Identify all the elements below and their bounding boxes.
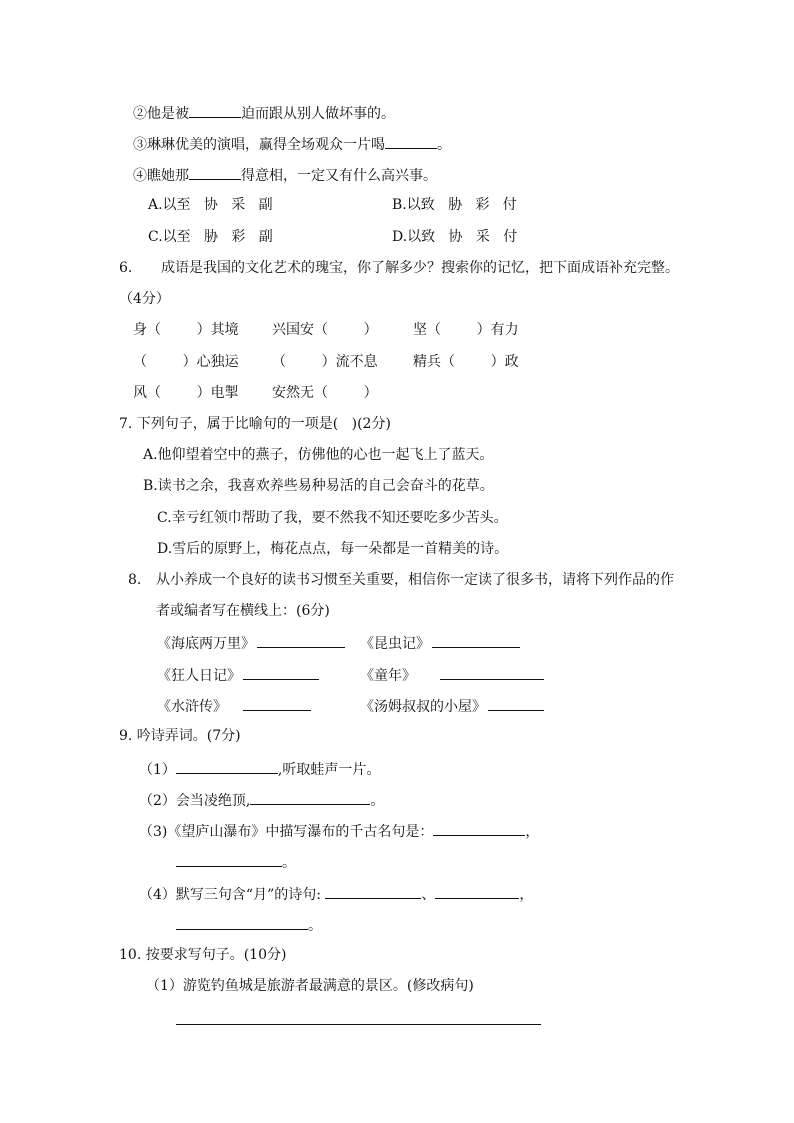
answer-blank[interactable] <box>176 915 308 930</box>
q9-part-4-cont: 。 <box>176 915 322 935</box>
answer-line[interactable] <box>176 1024 541 1025</box>
q10-title: 10. 按要求写句子。(10分) <box>119 947 287 963</box>
q8-book-4: 《童年》 <box>360 665 544 685</box>
q5-item-3: ③琳琳优美的演唱，赢得全场观众一片喝 。 <box>133 134 451 154</box>
q8-number: 8. <box>128 572 142 588</box>
q8-stem-line1: 从小养成一个良好的读书习惯至关重要，相信你一定读了很多书，请将下列作品的作 <box>156 572 674 588</box>
q8-book-6: 《汤姆叔叔的小屋》 <box>360 696 544 716</box>
answer-blank[interactable] <box>325 884 421 899</box>
q8-stem-line2: 者或编者写在横线上：(6分) <box>156 603 330 619</box>
idiom-6[interactable]: 精兵（ ）政 <box>413 354 519 370</box>
answer-blank[interactable] <box>385 134 437 149</box>
q7-option-d[interactable]: D.雪后的原野上，梅花点点，每一朵都是一首精美的诗。 <box>157 541 509 557</box>
q5-item-4: ④瞧她那 得意相，一定又有什么高兴事。 <box>133 165 437 185</box>
idiom-3[interactable]: 坚（ ）有力 <box>413 322 519 338</box>
q9-part-3: （3)《望庐山瀑布》中描写瀑布的千古名句是： ， <box>139 821 539 841</box>
idiom-5[interactable]: （ ）流不息 <box>272 354 378 370</box>
idiom-2[interactable]: 兴国安（ ） <box>272 322 378 338</box>
q5-option-c: C.以至 胁 彩 副 <box>148 229 273 245</box>
q7-option-a[interactable]: A.他仰望着空中的燕子，仿佛他的心也一起飞上了蓝天。 <box>143 447 494 463</box>
q8-book-1: 《海底两万里》 <box>157 633 345 653</box>
q8-book-2: 《昆虫记》 <box>360 633 520 653</box>
answer-blank[interactable] <box>189 165 241 180</box>
answer-blank[interactable] <box>243 665 319 680</box>
q9-part-4: （4）默写三句含“月”的诗句: 、 ， <box>139 884 533 904</box>
q6-score: （4分） <box>119 291 170 307</box>
answer-blank[interactable] <box>440 665 544 680</box>
answer-blank[interactable] <box>432 633 520 648</box>
idiom-1[interactable]: 身（ ）其境 <box>133 322 239 338</box>
q8-book-5: 《水浒传》 <box>157 696 311 716</box>
answer-blank[interactable] <box>433 821 525 836</box>
q8-book-3: 《狂人日记》 <box>157 665 319 685</box>
q6-number: 6. <box>119 260 133 276</box>
q6-stem: 成语是我国的文化艺术的瑰宝，你了解多少？搜索你的记忆，把下面成语补充完整。 <box>161 260 679 276</box>
answer-blank[interactable] <box>488 696 544 711</box>
q9-part-1: （1） ,听取蛙声一片。 <box>139 759 380 779</box>
answer-blank[interactable] <box>250 790 370 805</box>
q7-stem: 7. 下列句子，属于比喻句的一项是( )(2分) <box>119 416 391 432</box>
answer-blank[interactable] <box>243 696 311 711</box>
idiom-4[interactable]: （ ）心独运 <box>133 354 239 370</box>
answer-blank[interactable] <box>435 884 519 899</box>
answer-blank[interactable] <box>176 852 282 867</box>
answer-blank[interactable] <box>189 103 241 118</box>
q9-part-2: （2）会当凌绝顶, 。 <box>139 790 384 810</box>
q5-option-b: B.以致 胁 彩 付 <box>392 197 517 213</box>
q10-part-1: （1）游览钓鱼城是旅游者最满意的景区。(修改病句) <box>146 978 474 994</box>
idiom-8[interactable]: 安然无（ ） <box>272 385 378 401</box>
q5-item-2: ②他是被 迫而跟从别人做坏事的。 <box>133 103 395 123</box>
q5-option-a: A.以至 协 采 副 <box>148 197 273 213</box>
q7-option-b[interactable]: B.读书之余，我喜欢养些易种易活的自己会奋斗的花草。 <box>143 478 494 494</box>
q7-option-c[interactable]: C.幸亏红领巾帮助了我，要不然我不知还要吃多少苦头。 <box>157 510 508 526</box>
answer-blank[interactable] <box>257 633 345 648</box>
q9-part-3-cont: 。 <box>176 852 296 872</box>
idiom-7[interactable]: 风（ ）电掣 <box>133 385 239 401</box>
q9-title: 9. 吟诗弄词。(7分) <box>119 728 241 744</box>
q5-option-d: D.以致 协 采 付 <box>392 229 518 245</box>
answer-blank[interactable] <box>176 759 278 774</box>
